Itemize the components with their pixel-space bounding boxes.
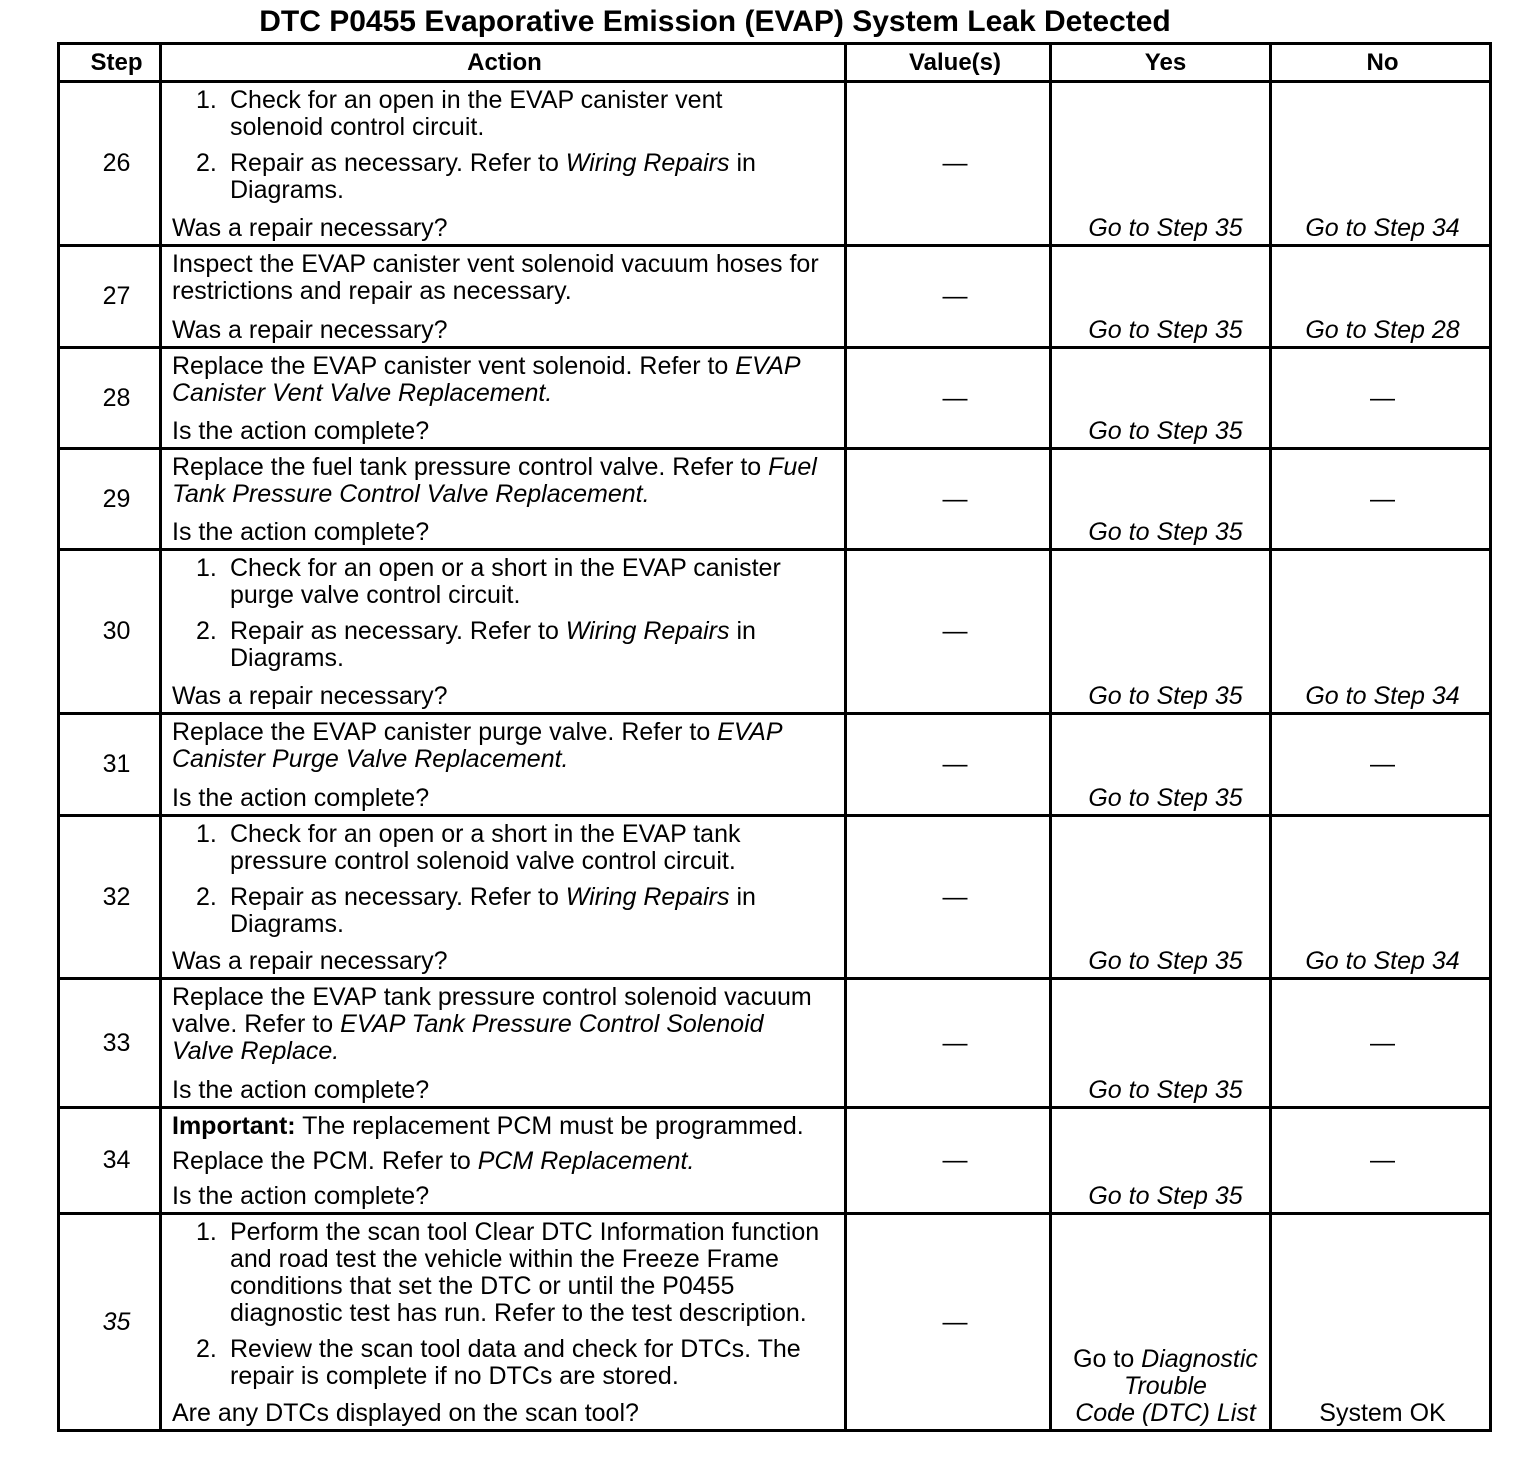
reference-text: Go to Step 34 <box>1305 947 1460 975</box>
instruction-number: 1. <box>196 820 217 848</box>
text-line <box>172 1113 840 1140</box>
action-cell <box>162 1215 847 1432</box>
text-line <box>230 821 741 848</box>
table-row <box>60 83 1492 247</box>
question-text: Is the action complete? <box>172 1076 430 1104</box>
reference-text: Go to Step 28 <box>1305 316 1460 344</box>
no-outcome-cell <box>1272 715 1492 817</box>
text-run: pressure control solenoid valve control circuit. <box>230 847 736 875</box>
reference-text: Valve Replace. <box>172 1037 340 1065</box>
emphasis-label: Important: <box>172 1112 296 1140</box>
no-outcome-cell <box>1272 817 1492 980</box>
instruction-text <box>230 555 781 609</box>
text-line <box>172 380 840 407</box>
action-cell <box>162 83 847 247</box>
column-header-action: Action <box>162 45 847 83</box>
text-line <box>172 454 840 481</box>
text-line <box>1088 948 1242 975</box>
step-cell <box>60 715 162 817</box>
no-outcome-cell <box>1272 450 1492 551</box>
value-cell <box>847 1109 1052 1215</box>
table-row <box>60 450 1492 551</box>
action-instructions <box>172 821 840 938</box>
reference-text: Trouble <box>1124 1372 1207 1400</box>
text-line <box>1088 785 1242 812</box>
text-run: Review the scan tool data and check for DTCs. The <box>230 1335 801 1363</box>
step-number: 31 <box>102 750 131 778</box>
text-run: in <box>729 617 756 645</box>
text-run: valve. Refer to <box>172 1010 341 1038</box>
text-line <box>230 1363 801 1390</box>
numbered-instruction <box>172 1219 840 1327</box>
reference-text: Wiring Repairs <box>565 617 730 645</box>
reference-text: Wiring Repairs <box>565 883 730 911</box>
text-line <box>230 1246 819 1273</box>
yes-outcome-cell <box>1052 349 1272 450</box>
instruction-paragraph <box>172 719 840 773</box>
reference-text: EVAP Tank Pressure Control Solenoid <box>340 1010 764 1038</box>
text-run: solenoid control circuit. <box>230 113 485 141</box>
step-cell <box>60 1109 162 1215</box>
instruction-number: 1. <box>196 1218 217 1246</box>
table-header-row <box>60 45 1492 83</box>
text-line <box>230 618 756 645</box>
text-line <box>172 1038 840 1065</box>
reference-text: EVAP <box>717 718 783 746</box>
text-line <box>230 1300 819 1327</box>
text-line <box>1075 1400 1256 1427</box>
text-run: Check for an open or a short in the EVAP canister <box>230 554 781 582</box>
action-instructions <box>172 984 840 1065</box>
text-line <box>172 481 840 508</box>
value-dash: — <box>942 1146 968 1174</box>
step-number: 34 <box>102 1146 131 1174</box>
text-line <box>230 114 722 141</box>
table-row <box>60 715 1492 817</box>
table-row <box>60 247 1492 349</box>
text-line <box>172 984 840 1011</box>
action-cell <box>162 349 847 450</box>
no-outcome-cell <box>1272 980 1492 1109</box>
action-cell <box>162 551 847 715</box>
value-cell <box>847 1215 1052 1432</box>
numbered-instruction <box>172 150 840 204</box>
text-run: Check for an open in the EVAP canister vent <box>230 86 723 114</box>
value-cell <box>847 349 1052 450</box>
no-outcome-cell-dash: — <box>1370 383 1395 412</box>
text-line <box>1088 519 1242 546</box>
value-dash: — <box>942 149 968 177</box>
text-line <box>230 150 756 177</box>
value-dash: — <box>942 1028 968 1057</box>
step-cell <box>60 551 162 715</box>
step-number: 33 <box>102 1028 131 1057</box>
no-outcome-cell-dash: — <box>1370 1028 1395 1057</box>
text-line <box>230 1336 801 1363</box>
document-title: DTC P0455 Evaporative Emission (EVAP) System Leak Detected <box>259 5 1171 38</box>
yes-outcome-cell <box>1052 1109 1272 1215</box>
text-run: Repair as necessary. Refer to <box>230 617 566 645</box>
value-cell <box>847 817 1052 980</box>
yes-outcome-cell <box>1052 247 1272 349</box>
text-run: conditions that set the DTC or until the P0455 <box>230 1272 735 1300</box>
text-line <box>172 1011 840 1038</box>
value-dash: — <box>942 383 968 412</box>
text-line <box>1088 317 1242 344</box>
step-number: 28 <box>102 383 131 412</box>
text-line <box>1305 317 1459 344</box>
instruction-number: 1. <box>196 554 217 582</box>
text-run: Replace the PCM. Refer to <box>172 1147 478 1175</box>
action-instructions <box>172 87 840 204</box>
no-outcome-cell <box>1272 247 1492 349</box>
question-text: Are any DTCs displayed on the scan tool? <box>172 1399 639 1427</box>
value-dash: — <box>942 1307 968 1336</box>
reference-text: Fuel <box>768 453 817 481</box>
instruction-paragraph <box>172 353 840 407</box>
text-line <box>230 1219 819 1246</box>
step-cell <box>60 1215 162 1432</box>
no-outcome-cell <box>1272 551 1492 715</box>
text-line <box>230 555 781 582</box>
step-number: 32 <box>102 882 131 911</box>
step-cell <box>60 817 162 980</box>
action-cell <box>162 715 847 817</box>
instruction-text <box>230 150 756 204</box>
text-line <box>1088 215 1242 242</box>
step-number: 26 <box>102 149 131 177</box>
text-run: diagnostic test has run. Refer to the test description. <box>230 1299 807 1327</box>
step-cell <box>60 83 162 247</box>
text-run: and road test the vehicle within the Freeze Frame <box>230 1245 779 1273</box>
text-line <box>172 746 840 773</box>
action-cell <box>162 1109 847 1215</box>
reference-text: Go to Step 35 <box>1088 518 1243 546</box>
text-line <box>230 911 756 938</box>
text-line <box>172 278 840 305</box>
numbered-instruction <box>172 821 840 875</box>
text-run: Replace the EVAP tank pressure control solenoid vacuum <box>172 983 812 1011</box>
column-header-step: Step <box>60 45 162 83</box>
action-instructions <box>172 555 840 672</box>
reference-text: Canister Purge Valve Replacement. <box>172 745 569 773</box>
text-line <box>172 353 840 380</box>
instruction-text <box>230 884 756 938</box>
instruction-text <box>230 618 756 672</box>
value-cell <box>847 980 1052 1109</box>
text-line <box>1124 1373 1207 1400</box>
text-run: Diagrams. <box>230 644 344 672</box>
table-row <box>60 817 1492 980</box>
instruction-paragraph <box>172 1148 840 1175</box>
action-cell <box>162 817 847 980</box>
question-text: Was a repair necessary? <box>172 316 448 344</box>
yes-outcome-cell <box>1052 83 1272 247</box>
question-text: Was a repair necessary? <box>172 214 448 242</box>
reference-text: Wiring Repairs <box>565 149 730 177</box>
text-line <box>230 884 756 911</box>
column-header-no: No <box>1272 45 1492 83</box>
instruction-paragraph <box>172 454 840 508</box>
text-run: in <box>729 883 756 911</box>
numbered-instruction <box>172 555 840 609</box>
instruction-paragraph <box>172 1113 840 1140</box>
text-run: purge valve control circuit. <box>230 581 521 609</box>
step-cell <box>60 349 162 450</box>
step-number: 35 <box>102 1307 131 1336</box>
reference-text: Code (DTC) List <box>1075 1399 1256 1427</box>
reference-text: Diagnostic <box>1141 1345 1258 1373</box>
yes-outcome-cell <box>1052 450 1272 551</box>
table-row <box>60 980 1492 1109</box>
instruction-number: 2. <box>196 1335 217 1363</box>
no-outcome-cell <box>1272 1109 1492 1215</box>
reference-text: Go to Step 35 <box>1088 784 1243 812</box>
text-run: in <box>729 149 756 177</box>
text-line <box>230 1273 819 1300</box>
text-line <box>172 719 840 746</box>
instruction-paragraph <box>172 251 840 305</box>
reference-text: Tank Pressure Control Valve Replacement. <box>172 480 650 508</box>
text-line <box>1088 418 1242 445</box>
question-text: Is the action complete? <box>172 1182 430 1210</box>
reference-text: Canister Vent Valve Replacement. <box>172 379 553 407</box>
no-outcome-cell-dash: — <box>1370 484 1395 513</box>
yes-outcome-cell <box>1052 1215 1272 1432</box>
value-cell <box>847 551 1052 715</box>
reference-text: Go to Step 35 <box>1088 682 1243 710</box>
action-cell <box>162 980 847 1109</box>
text-run: Repair as necessary. Refer to <box>230 883 566 911</box>
value-dash: — <box>942 282 968 310</box>
no-outcome-cell <box>1272 1215 1492 1432</box>
text-run: Perform the scan tool Clear DTC Information function <box>230 1218 820 1246</box>
step-number: 27 <box>102 282 131 310</box>
text-run: The replacement PCM must be programmed. <box>295 1112 804 1140</box>
action-cell <box>162 450 847 551</box>
text-run: Inspect the EVAP canister vent solenoid vacuum hoses for <box>172 250 819 278</box>
text-line <box>1088 683 1242 710</box>
question-text: Was a repair necessary? <box>172 682 448 710</box>
value-dash: — <box>942 617 968 645</box>
action-instructions <box>172 1219 840 1390</box>
text-line <box>1088 1183 1242 1210</box>
column-header-values: Value(s) <box>847 45 1052 83</box>
action-instructions <box>172 719 840 773</box>
yes-outcome-cell <box>1052 551 1272 715</box>
text-line <box>172 251 840 278</box>
reference-text: EVAP <box>735 352 801 380</box>
value-dash: — <box>942 750 968 778</box>
text-line <box>1073 1346 1258 1373</box>
instruction-text <box>230 1336 801 1390</box>
step-cell <box>60 247 162 349</box>
reference-text: Go to Step 35 <box>1088 947 1243 975</box>
yes-outcome-cell <box>1052 817 1272 980</box>
text-run: Diagrams. <box>230 910 344 938</box>
text-line <box>230 582 781 609</box>
question-text: Is the action complete? <box>172 518 430 546</box>
text-run: Check for an open or a short in the EVAP tank <box>230 820 741 848</box>
action-instructions <box>172 353 840 407</box>
text-line <box>230 848 741 875</box>
numbered-instruction <box>172 884 840 938</box>
numbered-instruction <box>172 618 840 672</box>
reference-text: Go to Step 35 <box>1088 214 1243 242</box>
reference-text: Go to Step 35 <box>1088 316 1243 344</box>
instruction-number: 2. <box>196 149 217 177</box>
table-row <box>60 1215 1492 1432</box>
text-run: repair is complete if no DTCs are stored. <box>230 1362 679 1390</box>
text-line <box>1305 948 1459 975</box>
reference-text: Go to Step 34 <box>1305 214 1460 242</box>
column-header-yes: Yes <box>1052 45 1272 83</box>
text-run: Diagrams. <box>230 176 344 204</box>
text-run: Go to <box>1073 1345 1142 1373</box>
step-cell <box>60 450 162 551</box>
text-line <box>230 177 756 204</box>
text-line <box>230 645 756 672</box>
action-instructions <box>172 251 840 305</box>
text-run: Replace the EVAP canister purge valve. Refer to <box>172 718 718 746</box>
reference-text: Go to Step 35 <box>1088 417 1243 445</box>
question-text: Is the action complete? <box>172 784 430 812</box>
value-cell <box>847 450 1052 551</box>
action-instructions <box>172 1113 840 1175</box>
instruction-text <box>230 87 722 141</box>
no-outcome-cell-dash: — <box>1370 750 1395 778</box>
no-outcome-cell-dash: — <box>1370 1146 1395 1174</box>
reference-text: PCM Replacement. <box>477 1147 695 1175</box>
text-run: restrictions and repair as necessary. <box>172 277 572 305</box>
text-line <box>1088 1077 1242 1104</box>
text-line <box>172 1148 840 1175</box>
question-text: Is the action complete? <box>172 417 430 445</box>
text-run: Replace the EVAP canister vent solenoid. Refer to <box>172 352 736 380</box>
yes-outcome-cell <box>1052 715 1272 817</box>
value-cell <box>847 247 1052 349</box>
no-outcome-cell <box>1272 349 1492 450</box>
step-number: 30 <box>102 617 131 645</box>
step-number: 29 <box>102 484 131 513</box>
value-cell <box>847 83 1052 247</box>
reference-text: Go to Step 34 <box>1305 682 1460 710</box>
step-cell <box>60 980 162 1109</box>
table-row <box>60 551 1492 715</box>
text-run: System OK <box>1319 1399 1446 1427</box>
instruction-number: 2. <box>196 617 217 645</box>
text-run: Replace the fuel tank pressure control valve. Refer to <box>172 453 769 481</box>
no-outcome-cell <box>1272 83 1492 247</box>
reference-text: Go to Step 35 <box>1088 1182 1243 1210</box>
instruction-text <box>230 821 741 875</box>
instruction-text <box>230 1219 819 1327</box>
text-line <box>230 87 722 114</box>
action-instructions <box>172 454 840 508</box>
table-row <box>60 1109 1492 1215</box>
dtc-diagnostic-table <box>57 42 1492 1432</box>
value-dash: — <box>942 484 968 513</box>
question-text: Was a repair necessary? <box>172 947 448 975</box>
numbered-instruction <box>172 87 840 141</box>
table-row <box>60 349 1492 450</box>
instruction-number: 2. <box>196 883 217 911</box>
text-line <box>1305 215 1459 242</box>
text-line <box>1319 1400 1445 1427</box>
text-run: Repair as necessary. Refer to <box>230 149 566 177</box>
instruction-paragraph <box>172 984 840 1065</box>
yes-outcome-cell <box>1052 980 1272 1109</box>
text-line <box>1305 683 1459 710</box>
action-cell <box>162 247 847 349</box>
value-cell <box>847 715 1052 817</box>
reference-text: Go to Step 35 <box>1088 1076 1243 1104</box>
instruction-number: 1. <box>196 86 217 114</box>
numbered-instruction <box>172 1336 840 1390</box>
value-dash: — <box>942 882 968 911</box>
